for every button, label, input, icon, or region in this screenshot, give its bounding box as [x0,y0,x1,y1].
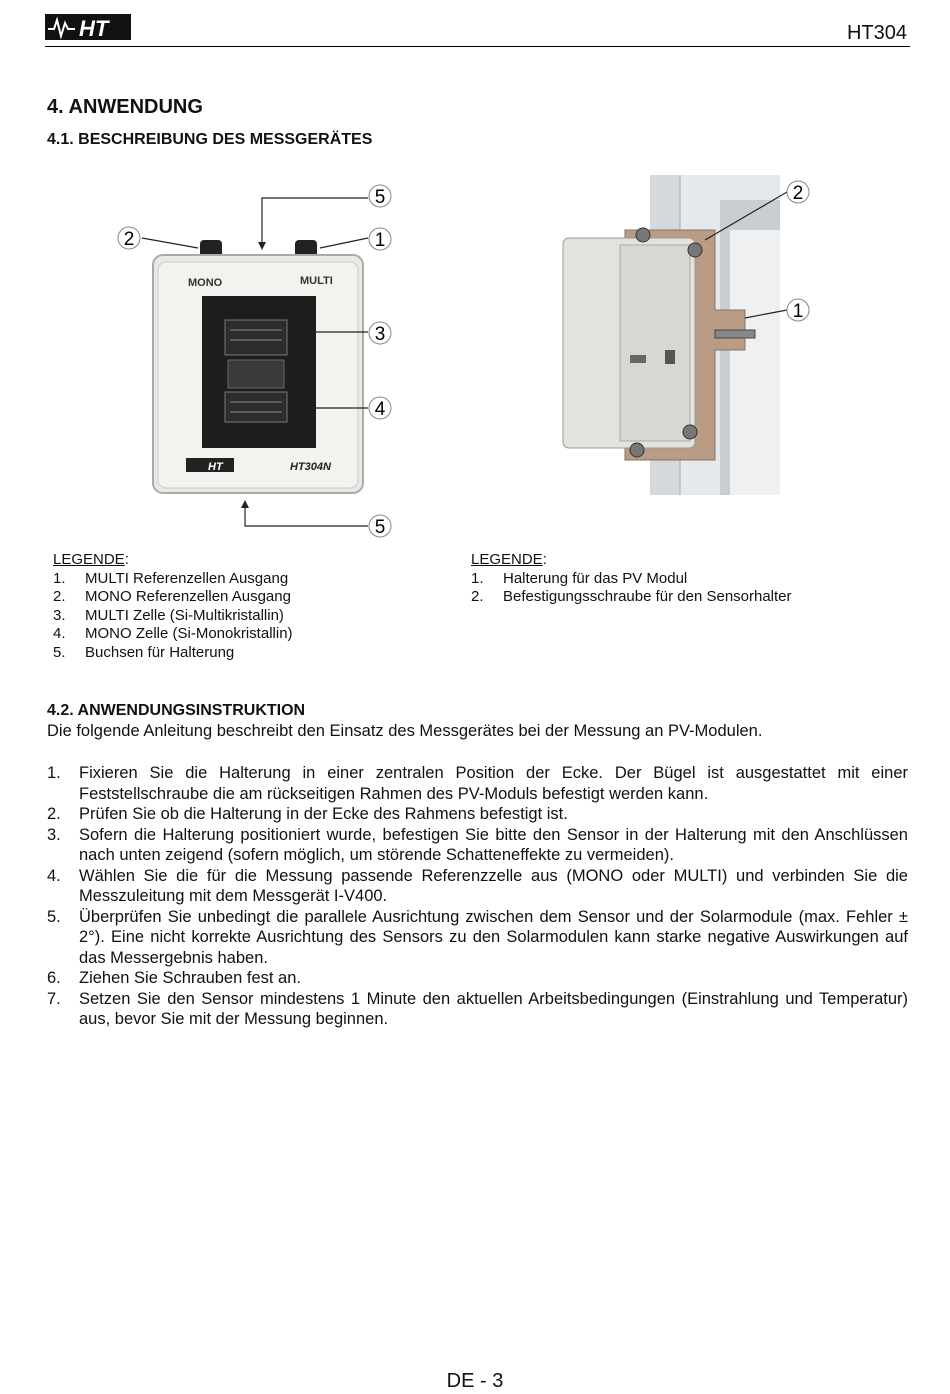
legend-mount: LEGENDE: 1. Halterung für das PV Modul 2. Befestigungsschraube für den Sensorhalter [471,551,792,605]
device-diagram [110,180,410,540]
model-number: HT304 [846,22,907,44]
list-item: 2. Befestigungsschraube für den Sensorhalter [471,588,792,605]
device-brand: HT [208,461,223,473]
callout-4: 4 [374,399,386,420]
legend-title: LEGENDE [471,551,543,568]
callout-2: 2 [123,229,135,250]
header-divider [45,46,910,47]
list-item: 7. Setzen Sie den Sensor mindestens 1 Minute den aktuellen Arbeitsbedingungen (Einstrahlung und Temperatur) aus, bevor Sie mit der Messung beginnen. [47,989,908,1028]
list-item: 5. Überprüfen Sie unbedingt die parallele Ausrichtung zwischen dem Sensor und der Solarmodule (max. Fehler ± 2°). Eine nicht korrekte Ausrichtung des Sensors zu den Solarmodulen kann starke negative Auswirkungen auf das Messergebnis haben. [47,907,908,967]
list-item: 1. MULTI Referenzellen Ausgang [53,569,289,587]
callout-5-bottom: 5 [374,517,386,538]
list-item: 1. Halterung für das PV Modul [471,569,688,587]
list-item: 1. Fixieren Sie die Halterung in einer zentralen Position der Ecke. Der Bügel ist ausgestattet mit einer Feststellschraube die am rückseitigen Rahmen des PV-Moduls befestigt werden kann. [47,764,908,803]
legend-device: LEGENDE: 1. MULTI Referenzellen Ausgang 2. MONO Referenzellen Ausgang 3. MULTI Zelle (Si-Multikristallin) 4. MONO Zelle (Si-Monokristallin) 5. Buchsen für Halterung [53,551,293,661]
list-item: 2. Prüfen Sie ob die Halterung in der Ecke des Rahmens befestigt ist. [47,805,568,823]
callout-5-top: 5 [374,187,386,208]
callout-3: 3 [374,324,386,345]
multi-label: MULTI [300,275,333,287]
device-model-label: HT304N [290,461,331,473]
list-item: 5. Buchsen für Halterung [53,643,235,661]
legend-title: LEGENDE [53,551,125,568]
subsection-title-description: 4.1. BESCHREIBUNG DES MESSGERÄTES [47,131,373,148]
list-item: 2. MONO Referenzellen Ausgang [53,588,291,605]
list-item: 4. MONO Zelle (Si-Monokristallin) [53,625,293,642]
instruction-steps [47,763,908,1030]
list-item: 6. Ziehen Sie Schrauben fest an. [47,969,301,987]
callout-1: 1 [374,230,386,251]
brand-text: HT [79,16,109,41]
list-item: 4. Wählen Sie die für die Messung passende Referenzzelle aus (MONO oder MULTI) und verbinden Sie die Messzuleitung mit dem Messgerät I-V400. [47,866,908,905]
subsection-title-instructions: 4.2. ANWENDUNGSINSTRUKTION [47,702,306,719]
mono-label: MONO [188,277,223,289]
mount-callout-2: 2 [792,183,804,204]
page-number: DE - 3 [446,1370,504,1392]
list-item: 3. MULTI Zelle (Si-Multikristallin) [53,606,284,624]
section-title: 4. ANWENDUNG [47,96,203,118]
mount-photo [555,170,825,500]
mount-callout-1: 1 [792,301,804,322]
list-item: 3. Sofern die Halterung positioniert wurde, befestigen Sie bitte den Sensor in der Halterung mit den Anschlüssen nach unten zeigend (sofern möglich, um störende Schatteneffekte zu vermeiden). [47,825,908,864]
instructions-intro: Die folgende Anleitung beschreibt den Einsatz des Messgerätes bei der Messung an PV-Modulen. [47,722,763,740]
brand-logo [45,12,133,42]
